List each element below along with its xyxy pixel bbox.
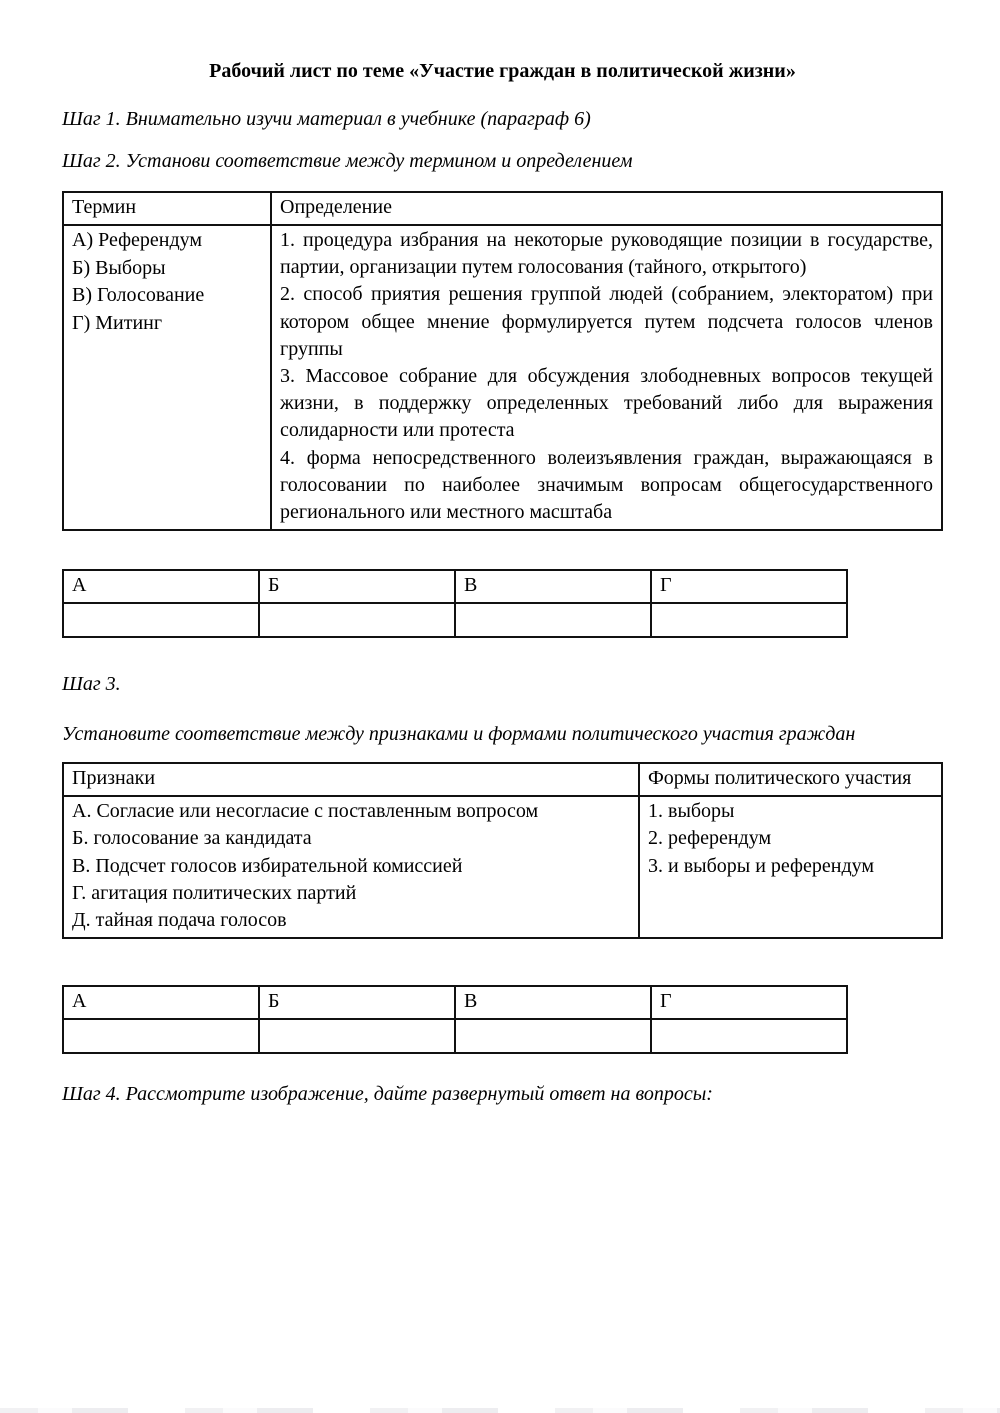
answer-cell-g: [651, 603, 847, 637]
page-title: Рабочий лист по теме «Участие граждан в политической жизни»: [209, 60, 796, 82]
definition-item-1: 1. процедура избрания на некоторые руководящие позиции в государстве, партии, организации путем голосования (тайного, открытого): [280, 229, 933, 279]
step3-label: Шаг 3.: [62, 673, 121, 696]
answer-table-step3: [62, 985, 848, 1054]
answer-table-2-value-row: [63, 1019, 847, 1053]
answer2-cell-a: [63, 1019, 259, 1053]
answer2-cell-g: [651, 1019, 847, 1053]
definitions-list-cell: [271, 225, 942, 530]
definition-item-3: 3. Массовое собрание для обсуждения злободневных вопросов текущей жизни, в поддержку определенных требований либо для выражения солидарности или протеста: [280, 365, 933, 442]
term-item-b: Б) Выборы: [72, 256, 166, 279]
features-column-header: Признаки: [63, 763, 639, 796]
terms-list-cell: [63, 225, 271, 530]
forms-list-cell: [639, 796, 942, 938]
terms-table-body-row: [63, 225, 942, 530]
terms-definitions-table: [62, 191, 943, 531]
answer-header-a: А: [63, 570, 259, 603]
answer2-header-g: Г: [651, 986, 847, 1019]
feature-item-g: Г. агитация политических партий: [72, 881, 357, 904]
answer-table-1-header-row: [63, 570, 847, 603]
features-list-cell: [63, 796, 639, 938]
definition-item-2: 2. способ приятия решения группой людей (собранием, электоратом) при котором общее мнение формулируется путем подсчета голосов членов группы: [280, 283, 933, 360]
step2-instruction: Шаг 2. Установи соответствие между термином и определением: [62, 150, 633, 172]
feature-item-d: Д. тайная подача голосов: [72, 909, 287, 932]
form-item-2: 2. референдум: [648, 827, 772, 850]
answer2-header-b: Б: [259, 986, 455, 1019]
feature-item-v: В. Подсчет голосов избирательной комиссией: [72, 854, 463, 877]
features-forms-table: [62, 762, 943, 939]
answer-header-b: Б: [259, 570, 455, 603]
term-item-a: А) Референдум: [72, 229, 203, 251]
answer-cell-a: [63, 603, 259, 637]
answer-table-step2: [62, 569, 848, 638]
terms-column-header: Термин: [63, 192, 271, 225]
definition-item-4: 4. форма непосредственного волеизъявления граждан, выражающаяся в голосовании по наиболее значимым вопросам общегосударственного регионального или местного масштаба: [280, 446, 933, 524]
answer-header-g: Г: [651, 570, 847, 603]
term-item-v: В) Голосование: [72, 284, 205, 306]
step3-task: Установите соответствие между признаками и формами политического участия граждан: [62, 723, 856, 746]
answer-header-v: В: [455, 570, 651, 603]
form-item-1: 1. выборы: [648, 800, 735, 823]
definitions-column-header: Определение: [271, 192, 942, 225]
form-item-3: 3. и выборы и референдум: [648, 854, 875, 877]
feature-item-b: Б. голосование за кандидата: [72, 827, 312, 850]
answer-cell-v: [455, 603, 651, 637]
answer2-header-v: В: [455, 986, 651, 1019]
answer2-cell-b: [259, 1019, 455, 1053]
answer2-header-a: А: [63, 986, 259, 1019]
step4-instruction: Шаг 4. Рассмотрите изображение, дайте развернутый ответ на вопросы:: [62, 1083, 713, 1106]
feature-item-a: А. Согласие или несогласие с поставленным вопросом: [72, 800, 539, 823]
forms-column-header: Формы политического участия: [639, 763, 942, 796]
answer-cell-b: [259, 603, 455, 637]
match-table-header-row: [63, 763, 942, 796]
scan-edge-artifact: [0, 1408, 1000, 1413]
step1-instruction: Шаг 1. Внимательно изучи материал в учебнике (параграф 6): [62, 108, 591, 130]
answer-table-2-header-row: [63, 986, 847, 1019]
answer-table-1-value-row: [63, 603, 847, 637]
answer2-cell-v: [455, 1019, 651, 1053]
terms-table-header-row: [63, 192, 942, 225]
term-item-g: Г) Митинг: [72, 311, 163, 334]
match-table-body-row: [63, 796, 942, 938]
